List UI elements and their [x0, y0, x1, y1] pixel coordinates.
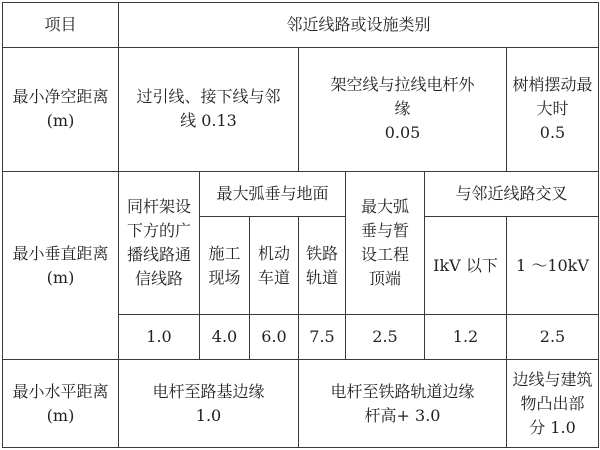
header-row: [3, 3, 599, 48]
horizontal-cell-railway: [299, 360, 507, 448]
clearance-cell-lead-wire-text: 过引线、接下线与邻: [136, 87, 281, 107]
clearance-cell-overhead-pole: [299, 47, 507, 171]
same-pole-text-4: 信线路: [134, 269, 183, 289]
same-pole-text-3: 播线路通: [126, 245, 191, 265]
clearance-label: 最小净空距离: [12, 87, 109, 107]
max-sag-temp-text-1: 最大弧: [360, 197, 409, 217]
sub-railway-text-1: 铁路: [305, 243, 338, 263]
max-sag-ground-header: 最大弧垂与地面: [200, 172, 346, 217]
sub-construction-site-text-1: 施工: [208, 243, 241, 263]
horizontal-cell-roadbed-text: 电杆至路基边缘: [152, 381, 265, 401]
clearance-cell-lead-wire: [119, 47, 299, 171]
horizontal-cell-roadbed-value: 1.0: [195, 405, 222, 425]
horizontal-label: 最小水平距离: [12, 381, 109, 401]
sub-motorway: [250, 216, 299, 314]
horizontal-cell-building-value: 分 1.0: [529, 417, 576, 437]
horizontal-cell-railway-value: 杆高+ 3.0: [364, 405, 441, 425]
distance-spec-table: [2, 2, 599, 448]
max-sag-temp-text-4: 顶端: [368, 269, 401, 289]
clearance-cell-overhead-pole-text2: 缘: [394, 99, 411, 119]
clearance-cell-treetop: [507, 47, 599, 171]
category-header: 邻近线路或设施类别: [119, 3, 599, 48]
horizontal-row: [3, 360, 599, 448]
sub-motorway-text-1: 机动: [257, 243, 290, 263]
vertical-label-cell: [3, 172, 119, 360]
clearance-row: [3, 47, 599, 171]
value-crossing-1-10kv: 2.5: [507, 315, 599, 360]
item-header: 项目: [3, 3, 119, 48]
clearance-cell-lead-wire-value: 线 0.13: [180, 111, 237, 131]
vertical-label: 最小垂直距离: [12, 243, 109, 263]
value-crossing-below-1kv: 1.2: [425, 315, 507, 360]
same-pole-text-2: 下方的广: [126, 221, 191, 241]
horizontal-cell-building: [507, 360, 599, 448]
max-sag-temp-text-3: 设工程: [360, 245, 409, 265]
value-motorway: 6.0: [250, 315, 299, 360]
crossing-1-10kv: 1 ～10kV: [507, 216, 599, 314]
crossing-header: 与邻近线路交叉: [425, 172, 599, 217]
sub-railway: [299, 216, 346, 314]
horizontal-unit: (m): [46, 405, 75, 425]
clearance-cell-overhead-pole-value: 0.05: [384, 123, 421, 143]
clearance-cell-treetop-text: 树梢摆动最大时: [512, 75, 593, 119]
value-max-sag-temp: 2.5: [346, 315, 425, 360]
sub-construction-site: [200, 216, 250, 314]
crossing-below-1kv: IkV 以下: [425, 216, 507, 314]
sub-railway-text-2: 轨道: [305, 267, 338, 287]
sub-construction-site-text-2: 现场: [208, 267, 241, 287]
value-railway: 7.5: [299, 315, 346, 360]
clearance-cell-treetop-value: 0.5: [539, 123, 566, 143]
horizontal-label-cell: [3, 360, 119, 448]
sub-motorway-text-2: 车道: [257, 267, 290, 287]
clearance-unit: (m): [46, 111, 75, 131]
value-construction-site: 4.0: [200, 315, 250, 360]
clearance-label-cell: [3, 47, 119, 171]
horizontal-cell-roadbed: [119, 360, 299, 448]
horizontal-cell-railway-text: 电杆至铁路轨道边缘: [330, 381, 475, 401]
max-sag-temp-cell: [346, 172, 425, 315]
same-pole-cell: [119, 172, 200, 315]
max-sag-temp-text-2: 垂与暂: [360, 221, 409, 241]
clearance-cell-overhead-pole-text: 架空线与拉线电杆外: [330, 75, 475, 95]
same-pole-text-1: 同杆架设: [126, 197, 191, 217]
horizontal-cell-building-text: 边线与建筑物凸出部: [512, 369, 593, 413]
value-same-pole: 1.0: [119, 315, 200, 360]
vertical-unit: (m): [46, 267, 75, 287]
vertical-header-row-1: [3, 172, 599, 217]
